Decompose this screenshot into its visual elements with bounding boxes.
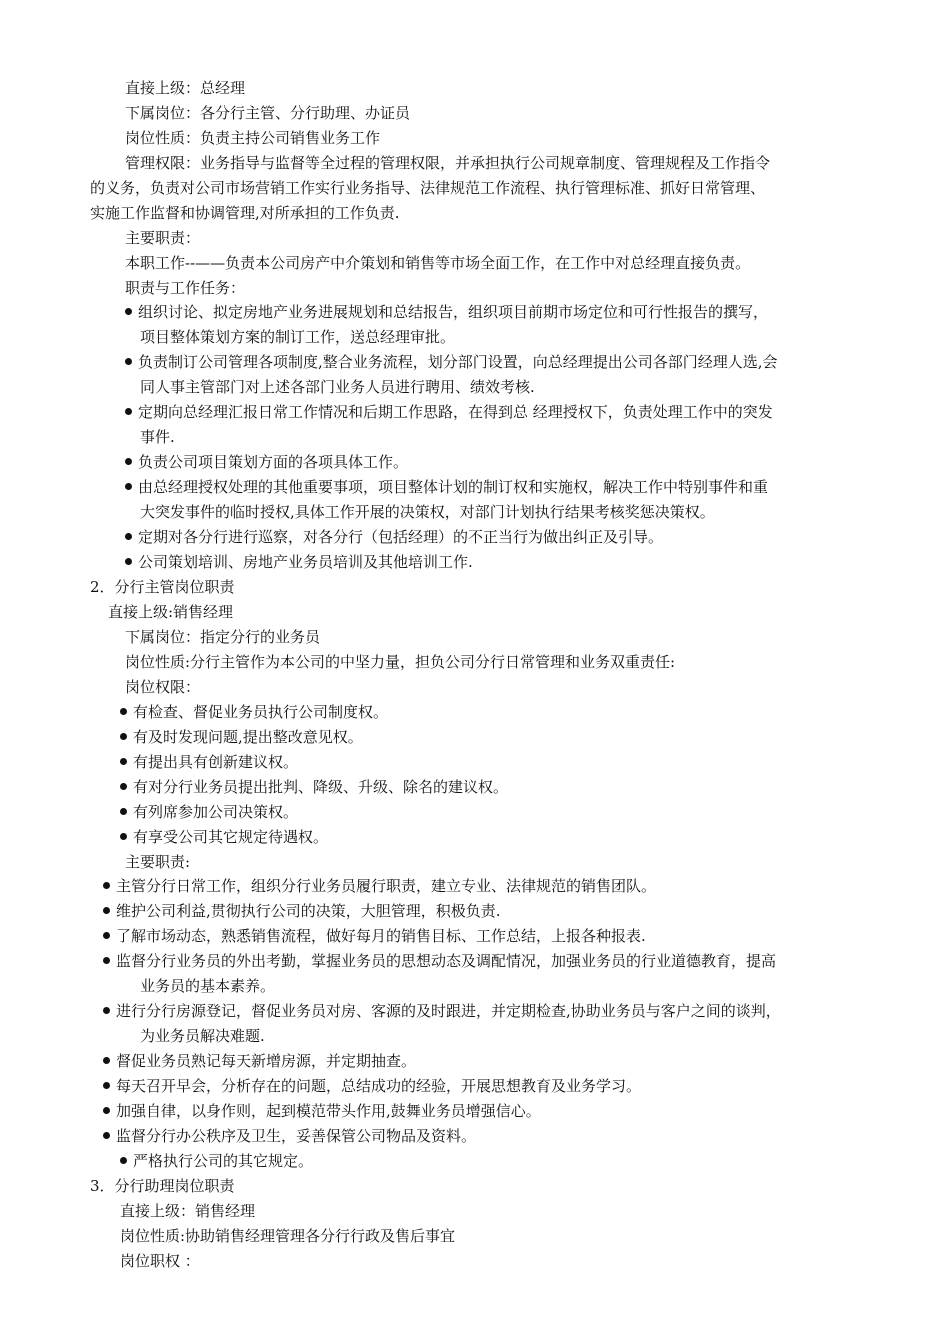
bullet-icon [125,483,132,490]
task-item: 负责公司项目策划方面的各项具体工作。 [125,452,408,474]
task-item-cont: 同人事主管部门对上述各部门业务人员进行聘用、绩效考核. [140,378,535,396]
main-duties-label: 主要职责： [125,229,201,247]
bullet-icon [120,1157,127,1164]
nature-line: 岗位性质：负责主持公司销售业务工作 [125,129,381,147]
bullet-icon [120,758,127,765]
authority-item: 有及时发现问题,提出整改意见权。 [120,727,363,749]
task-item: 定期对各分行进行巡察，对各分行（包括经理）的不正当行为做出纠正及引导。 [125,527,663,549]
task-item: 负责制订公司管理各项制度,整合业务流程，划分部门设置，向总经理提出公司各部门经理人选,会 [125,352,778,374]
bullet-icon [103,1107,110,1114]
superior-line: 直接上级：销售经理 [120,1202,256,1220]
bullet-icon [103,932,110,939]
duty-item: 每天召开早会，分析存在的问题，总结成功的经验，开展思想教育及业务学习。 [103,1076,641,1098]
authority-line-3: 实施工作监督和协调管理,对所承担的工作负责. [90,204,400,222]
duty-item-cont: 业务员的基本素养。 [140,977,276,995]
bullet-icon [103,1057,110,1064]
bullet-icon [103,882,110,889]
bullet-icon [125,458,132,465]
task-item-cont: 大突发事件的临时授权,具体工作开展的决策权，对部门计划执行结果考核奖惩决策权。 [140,503,715,521]
superior-line: 直接上级：总经理 [125,79,246,97]
section-heading: 2．分行主管岗位职责 [90,578,235,596]
bullet-icon [103,1082,110,1089]
section-heading: 3．分行助理岗位职责 [90,1177,235,1195]
task-item: 公司策划培训、房地产业务员培训及其他培训工作. [125,552,473,574]
task-item: 组织讨论、拟定房地产业务进展规划和总结报告，组织项目前期市场定位和可行性报告的撰写， [125,302,768,324]
authority-item: 有对分行业务员提出批判、降级、升级、除名的建议权。 [120,777,508,799]
bullet-icon [125,533,132,540]
bullet-icon [120,833,127,840]
bullet-icon [125,358,132,365]
bullet-icon [120,808,127,815]
nature-line: 岗位性质:协助销售经理管理各分行行政及售后事宜 [120,1227,456,1245]
authority-line-2: 的义务，负责对公司市场营销工作实行业务指导、法律规范工作流程、执行管理标准、抓好日常管理、 [90,179,766,197]
bullet-icon [125,558,132,565]
bullet-icon [120,783,127,790]
bullet-icon [103,907,110,914]
authority-title: 岗位权限： [125,678,201,696]
authority-line-1: 管理权限：业务指导与监督等全过程的管理权限，并承担执行公司规章制度、管理规程及工作指令 [125,154,771,172]
task-item-cont: 事件. [140,428,175,446]
duty-item: 加强自律，以身作则，起到模范带头作用,鼓舞业务员增强信心。 [103,1101,541,1123]
bullet-icon [103,957,110,964]
duty-item: 监督分行办公秩序及卫生，妥善保管公司物品及资料。 [103,1126,476,1148]
duty-item: 进行分行房源登记，督促业务员对房、客源的及时跟进，并定期检查,协助业务员与客户之间的谈判， [103,1001,781,1023]
nature-line: 岗位性质:分行主管作为本公司的中坚力量，担负公司分行日常管理和业务双重责任: [125,653,676,671]
bullet-icon [103,1007,110,1014]
bullet-icon [103,1132,110,1139]
task-item-cont: 项目整体策划方案的制订工作，送总经理审批。 [140,328,456,346]
subordinates-line: 下属岗位：各分行主管、分行助理、办证员 [125,104,411,122]
superior-line: 直接上级:销售经理 [108,603,234,621]
bullet-icon [125,408,132,415]
job-work-line: 本职工作--——负责本公司房产中介策划和销售等市场全面工作，在工作中对总经理直接负责。 [125,254,751,272]
duties-title: 主要职责: [125,853,191,871]
bullet-icon [125,308,132,315]
duty-item: 监督分行业务员的外出考勤，掌握业务员的思想动态及调配情况，加强业务员的行业道德教育，提高 [103,951,776,973]
bullet-icon [120,708,127,715]
duty-item: 主管分行日常工作，组织分行业务员履行职责，建立专业、法律规范的销售团队。 [103,876,656,898]
tasks-title: 职责与工作任务： [125,279,246,297]
bullet-icon [120,733,127,740]
authority-item: 有列席参加公司决策权。 [120,802,298,824]
authority-item: 有提出具有创新建议权。 [120,752,298,774]
authority-title: 岗位职权 ： [120,1252,200,1270]
duty-item: 了解市场动态，熟悉销售流程，做好每月的销售目标、工作总结，上报各种报表. [103,926,646,948]
task-item: 定期向总经理汇报日常工作情况和后期工作思路，在得到总 经理授权下，负责处理工作中的突发 [125,402,773,424]
authority-item: 有享受公司其它规定待遇权。 [120,827,328,849]
duty-item: 严格执行公司的其它规定。 [120,1151,313,1173]
authority-item: 有检查、督促业务员执行公司制度权。 [120,702,388,724]
duty-item-cont: 为业务员解决难题. [140,1027,265,1045]
subordinates-line: 下属岗位：指定分行的业务员 [125,628,321,646]
task-item: 由总经理授权处理的其他重要事项，项目整体计划的制订权和实施权，解决工作中特别事件和重 [125,477,768,499]
duty-item: 维护公司利益,贯彻执行公司的决策，大胆管理，积极负责. [103,901,501,923]
duty-item: 督促业务员熟记每天新增房源，并定期抽查。 [103,1051,416,1073]
